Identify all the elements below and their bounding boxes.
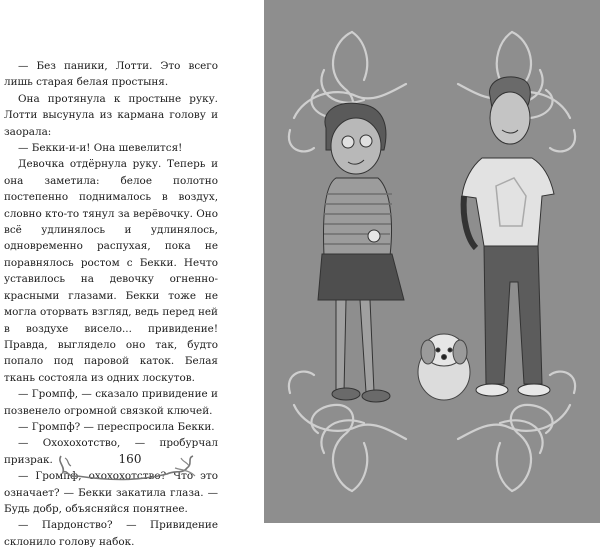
puppy-figure [418, 334, 470, 400]
paragraph: — Громпф, — сказало привидение и позвенело огромной связкой ключей. [4, 388, 218, 417]
paragraph: — Без паники, Лотти. Это всего лишь старая белая простыня. [4, 60, 218, 89]
left-page [0, 0, 264, 548]
page-footer [55, 448, 205, 484]
illustration-page [264, 0, 600, 523]
paragraph: — Громпф, охохохотство? Что это означает? — Бекки закатила глаза. — Будь добр, объясняйся понятнее. [4, 470, 218, 515]
paragraph: — Пардонство? — Привидение склонило голову набок. [4, 519, 218, 548]
illustration-icon [264, 0, 600, 523]
page-number: 160 [118, 452, 142, 466]
paragraph: — Бекки-и-и! Она шевелится! [18, 142, 183, 155]
paragraph: — Охохохотство, — пробурчал призрак. [4, 437, 218, 466]
paragraph: Она протянула к простыне руку. Лотти высунула из кармана голову и заорала: [4, 92, 218, 138]
paragraph: — Громпф? — переспросила Бекки. [18, 420, 215, 433]
boy-figure [462, 77, 554, 396]
girl-figure [318, 103, 404, 402]
paragraph: Девочка отдёрнула руку. Теперь и она заметила: белое полотно постепенно поднималось в воздух, словно кто-то тянул за верёвочку. Оно всё удлинялось и удлинялось, одновременно распухая, пока не поравнялось ростом с Бекки. Нечто уставилось на девочку огненно-красными глазами. Бекки тоже не могла оторвать взгляд, ведь перед ней в воздухе висело... привидение! Правда, выглядело оно так, будто попало под паровой каток. Белая ткань состояла из одних лоскутов. [4, 158, 218, 384]
